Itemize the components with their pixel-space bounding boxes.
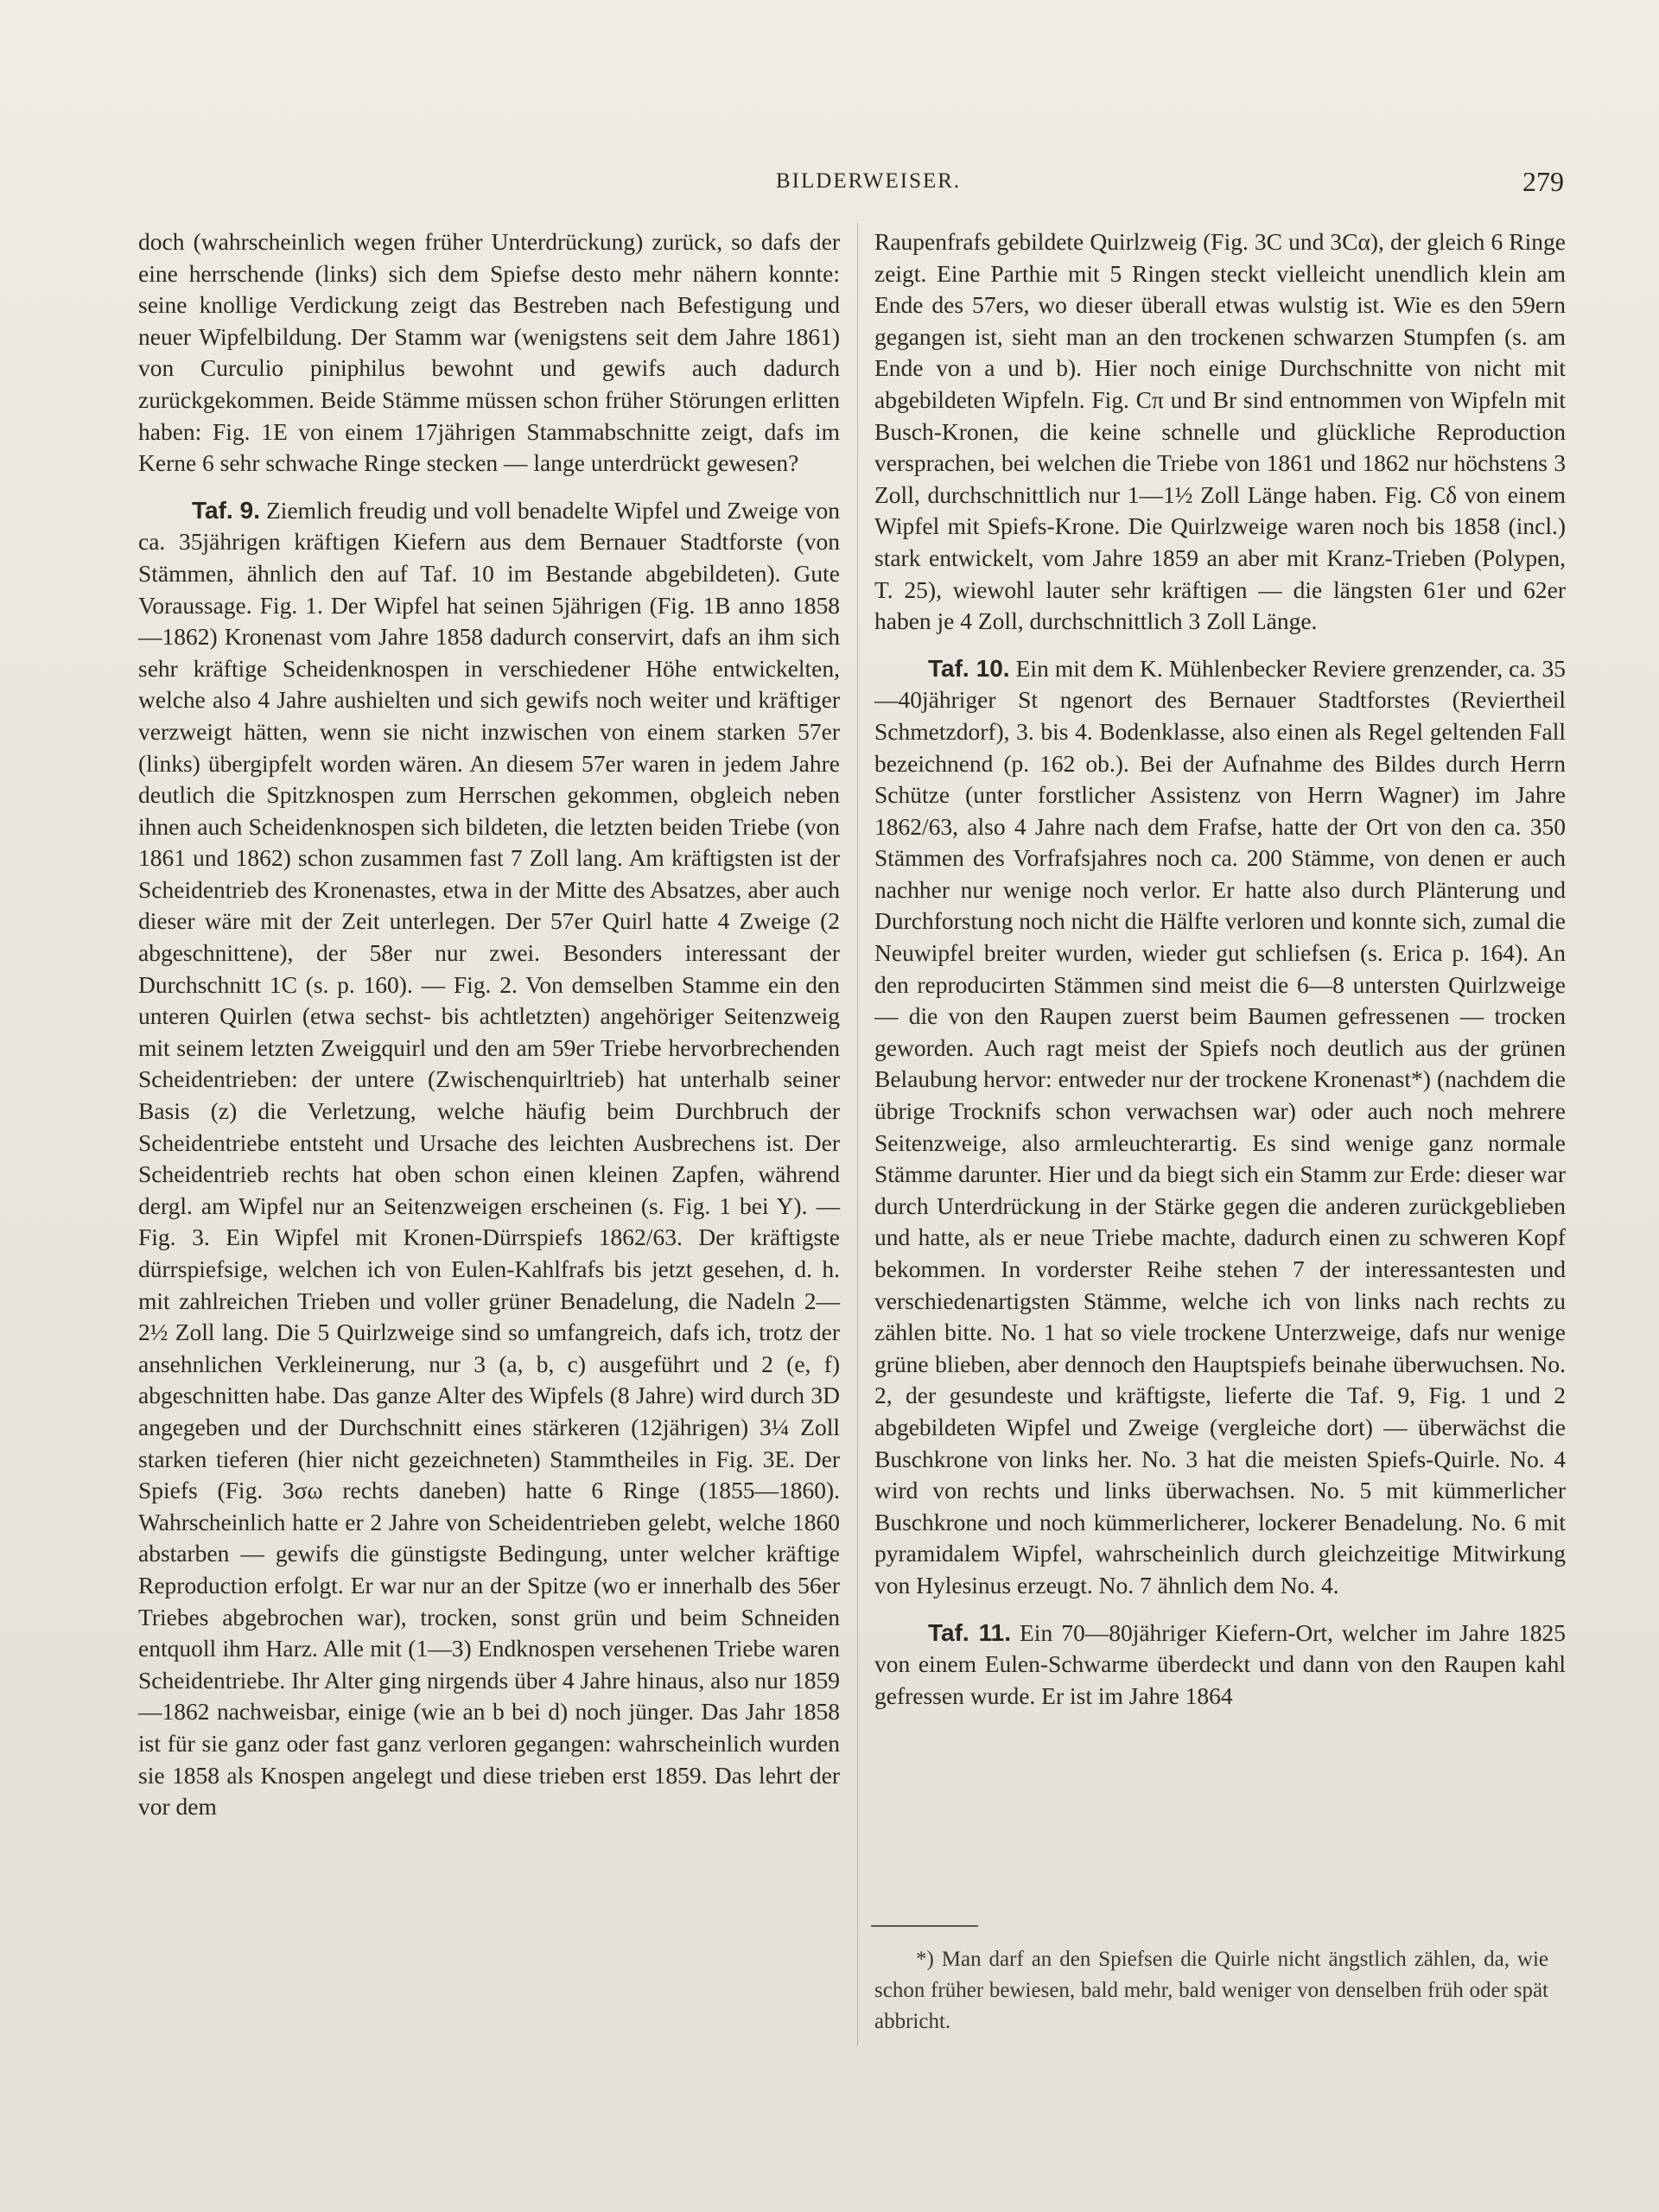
taf-11-text: Ein 70—80jähriger Kiefern-Ort, welcher im Jahre 1825 von einem Eulen-Schwarme überdeckt und dann von den Raupen kahl gefressen wurde. Er ist im Jahre 1864 <box>874 1618 1566 1709</box>
footnote: *) Man darf an den Spiefsen die Quirle nicht ängstlich zählen, da, wie schon früher bewiesen, bald mehr, bald weniger von denselben früh oder spät abbricht. <box>874 1948 1548 2033</box>
right-paragraph-taf-10 <box>874 653 1566 1602</box>
right-column <box>874 226 1566 1712</box>
plate-label-taf-11: Taf. 11. <box>928 1618 1011 1646</box>
plate-label-taf-10: Taf. 10. <box>928 654 1010 682</box>
right-paragraph-1: Raupenfrafs gebildete Quirlzweig (Fig. 3C und 3Cα), der gleich 6 Ringe zeigt. Eine Parthie mit 5 Ringen steckt vielleicht unendlich klein am Ende des 57ers, wo dieser überall etwas wulstig ist. Wie es den 59ern gegangen ist, sieht man an den trockenen schwarzen Stumpfen (s. am Ende von a und b). Hier noch einige Durchschnitte von nicht mit abgebildeten Wipfeln. Fig. Cπ und Br sind entnommen von Wipfeln mit Busch-Kronen, die keine schnelle und glückliche Reproduction versprachen, bei welchen die Triebe von 1861 und 1862 nur höchstens 3 Zoll, durchschnittlich nur 1—1½ Zoll Länge haben. Fig. Cδ von einem Wipfel mit Spiefs-Krone. Die Quirlzweige waren noch bis 1858 (incl.) stark entwickelt, vom Jahre 1859 an aber mit Kranz-Trieben (Polypen, T. 25), wiewohl lauter sehr kräftigen — die längsten 61er und 62er haben je 4 Zoll, durchschnittlich 3 Zoll Länge. <box>874 228 1566 635</box>
page-number: 279 <box>1522 166 1564 197</box>
left-column <box>138 226 840 1823</box>
taf-9-text: Ziemlich freudig und voll benadelte Wipfel und Zweige von ca. 35jährigen kräftigen Kiefern aus dem Bernauer Stadtforste (von Stämmen, ähnlich den auf Taf. 10 im Bestande abgebildeten). Gute Voraussage. Fig. 1. Der Wipfel hat seinen 5jährigen (Fig. 1B anno 1858—1862) Kronenast vom Jahre 1858 dadurch conservirt, dafs an ihm sich sehr kräftige Scheidenknospen in verschiedener Höhe entwickelten, welche also 4 Jahre aushielten und sich gewifs noch weiter und kräftiger verzweigt hätten, wenn sie nicht inzwischen von einem starken 57er (links) übergipfelt worden wären. An diesem 57er waren in jedem Jahre deutlich die Spitzknospen zum Herrschen gekommen, obgleich neben ihnen auch Scheidenknospen sich bildeten, die letzten beiden Triebe (von 1861 und 1862) schon zusammen fast 7 Zoll lang. Am kräftigsten ist der Scheidentrieb des Kronenastes, etwa in der Mitte des Absatzes, aber auch dieser wäre mit der Zeit unterlegen. Der 57er Quirl hatte 4 Zweige (2 abgeschnittene), der 58er nur zwei. Besonders interessant der Durchschnitt 1C (s. p. 160). — Fig. 2. Von demselben Stamme ein den unteren Quirlen (etwa sechst- bis achtletzten) angehöriger Seitenzweig mit seinem letzten Zweigquirl und den am 59er Triebe hervorbrechenden Scheidentrieben: der untere (Zwischenquirltrieb) hat unterhalb seiner Basis (z) die Verletzung, welche häufig beim Durchbruch der Scheidentriebe entsteht und Ursache des leichten Ausbrechens ist. Der Scheidentrieb rechts hat oben schon einen kleinen Zapfen, während dergl. am Wipfel nur an Seitenzweigen erscheinen (s. Fig. 1 bei Y). — Fig. 3. Ein Wipfel mit Kronen-Dürrspiefs 1862/63. Der kräftigste dürrspiefsige, welchen ich von Eulen-Kahlfrafs bis jetzt gesehen, d. h. mit zahlreichen Trieben und voller grüner Benadelung, die Nadeln 2—2½ Zoll lang. Die 5 Quirlzweige sind so umfangreich, dafs ich, trotz der ansehnlichen Verkleinerung, nur 3 (a, b, c) ausgeführt und 2 (e, f) abgeschnitten habe. Das ganze Alter des Wipfels (8 Jahre) wird durch 3D angegeben und der Durchschnitt eines stärkeren (12jährigen) 3¼ Zoll starken tieferen (hier nicht gezeichneten) Stammtheiles in Fig. 3E. Der Spiefs (Fig. 3σω rechts daneben) hatte 6 Ringe (1855—1860). Wahrscheinlich hatte er 2 Jahre von Scheidentrieben gelebt, welche 1860 abstarben — gewifs die günstigste Bedingung, unter welcher kräftige Reproduction erfolgt. Er war nur an der Spitze (wo er innerhalb des 56er Triebes abgebrochen war), trocken, sonst grün und beim Schneiden entquoll ihm Harz. Alle mit (1—3) Endknospen versehenen Triebe waren Scheidentriebe. Ihr Alter ging nirgends über 4 Jahre hinaus, also nur 1859—1862 nachweisbar, einige (wie an b bei d) noch jünger. Das Jahr 1858 ist für sie ganz oder fast ganz verloren gegangen: wahrscheinlich wurden sie 1858 als Knospen angelegt und diese trieben erst 1859. Das lehrt der vor dem <box>138 496 840 1821</box>
column-divider <box>857 223 858 2046</box>
plate-label-taf-9: Taf. 9. <box>192 496 260 524</box>
footnote-rule <box>871 1925 978 1927</box>
page-header <box>0 164 1659 207</box>
right-paragraph-taf-11 <box>874 1618 1566 1713</box>
left-paragraph-1: doch (wahrscheinlich wegen früher Unterdrückung) zurück, so dafs der eine herrschende (links) sich dem Spiefse desto mehr nähern konnte: seine knollige Verdickung zeigt das Bestreben nach Befestigung und neuer Wipfelbildung. Der Stamm war (wenigstens seit dem Jahre 1861) von Curculio piniphilus bewohnt und gewifs auch dadurch zurückgekommen. Beide Stämme müssen schon früher Störungen erlitten haben: Fig. 1E von einem 17jährigen Stammabschnitte zeigt, dafs im Kerne 6 sehr schwache Ringe stecken — lange unterdrückt gewesen? <box>138 228 840 477</box>
taf-10-text: Ein mit dem K. Mühlenbecker Reviere grenzender, ca. 35—40jähriger St ngenort des Bernauer Stadtforstes (Reviertheil Schmetzdorf), 3. bis 4. Bodenklasse, also einen als Regel geltenden Fall bezeichnend (p. 162 ob.). Bei der Aufnahme des Bildes durch Herrn Schütze (unter forstlicher Assistenz von Herrn Wagner) im Jahre 1862/63, also 4 Jahre nach dem Frafse, hatte der Ort von den ca. 350 Stämmen des Vorfrafsjahres noch ca. 200 Stämme, von denen er auch nachher nur wenige noch verlor. Er hatte also durch Plänterung und Durchforstung noch nicht die Hälfte verloren und konnte sich, zumal die Neuwipfel breiter wurden, wieder gut schliefsen (s. Erica p. 164). An den reproducirten Stämmen sind meist die 6—8 untersten Quirlzweige — die von den Raupen zuerst beim Baumen gefressenen — trocken geworden. Auch ragt meist der Spiefs noch deutlich aus der grünen Belaubung hervor: entweder nur der trockene Kronenast*) (nachdem die übrige Trocknifs schon verwachsen war) oder auch noch mehrere Seitenzweige, also armleuchterartig. Es sind wenige ganz normale Stämme darunter. Hier und da biegt sich ein Stamm zur Erde: dieser war durch Unterdrückung in der Stärke gegen die anderen zurückgeblieben und hatte, als er neue Triebe machte, dadurch einen zu schweren Kopf bekommen. In vorderster Reihe stehen 7 der interessantesten und verschiedenartigsten Stämme, welche ich von links nach rechts zu zählen bitte. No. 1 hat so viele trockene Unterzweige, dafs nur wenige grüne blieben, aber dennoch den Hauptspiefs beinahe überwuchsen. No. 2, der gesundeste und kräftigste, lieferte die Taf. 9, Fig. 1 und 2 abgebildeten Wipfel und Zweige (vergleiche dort) — überwächst die Buschkrone von links her. No. 3 hat die meisten Spiefs-Quirle. No. 4 wird von rechts und links überwachsen. No. 5 mit kümmerlicher Buschkrone und noch kümmerlicherer, lockerer Benadelung. No. 6 mit pyramidalem Wipfel, wahrscheinlich durch gleichzeitige Mitwirkung von Hylesinus erzeugt. No. 7 ähnlich dem No. 4. <box>874 654 1566 1599</box>
running-head: BILDERWEISER. <box>776 169 962 193</box>
left-paragraph-taf-9 <box>138 495 840 1823</box>
